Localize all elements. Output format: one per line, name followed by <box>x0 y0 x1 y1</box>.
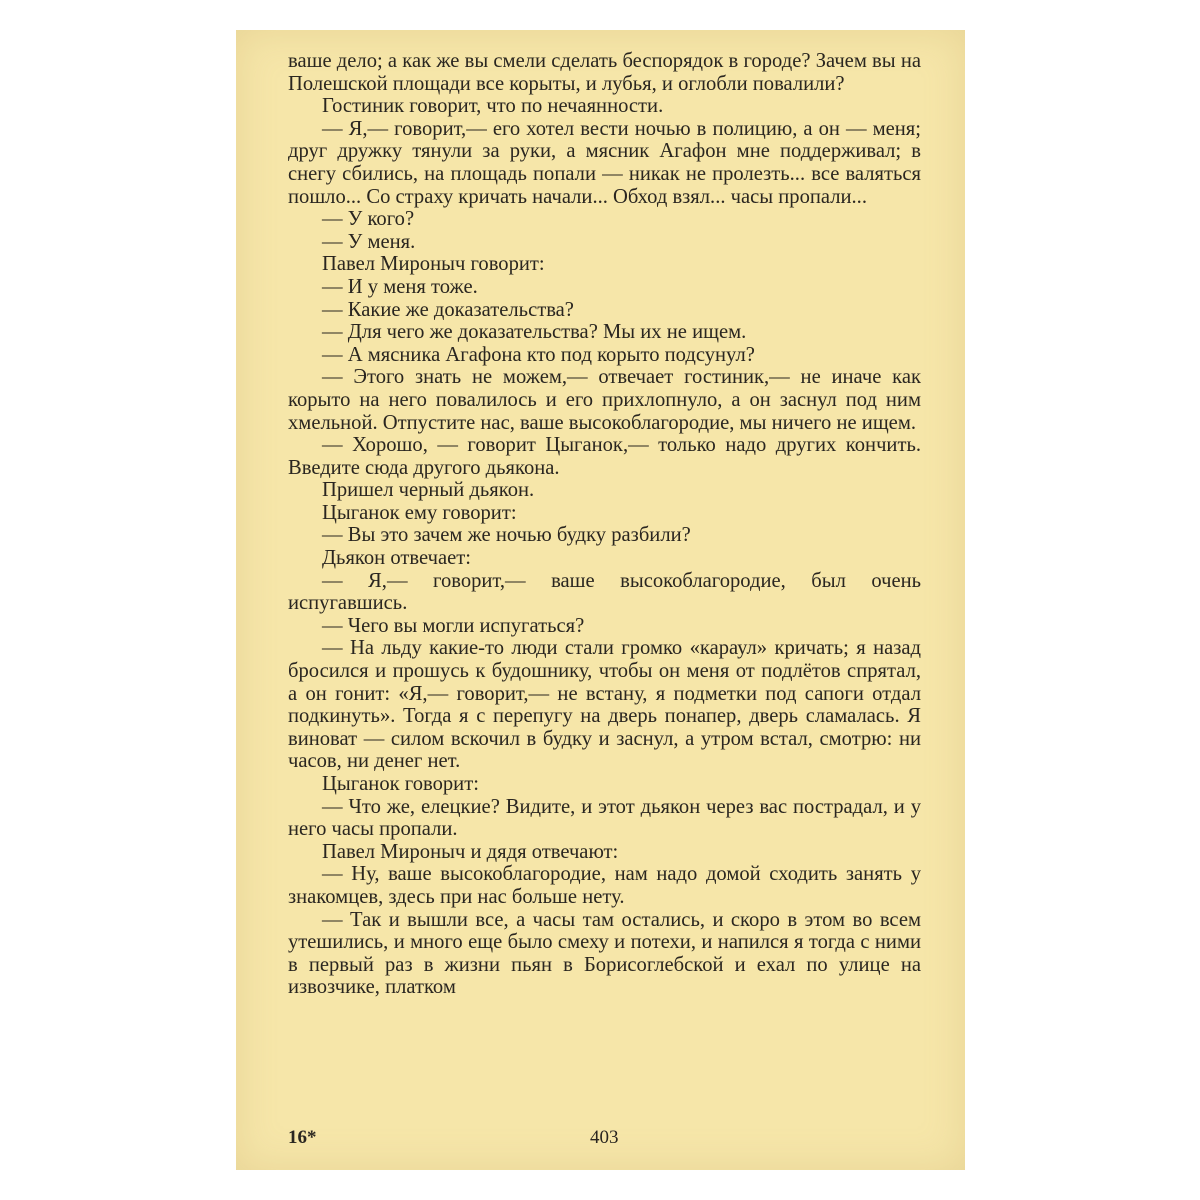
paragraph: Павел Мироныч говорит: <box>322 253 545 276</box>
printer-signature-mark: 16* <box>288 1127 317 1148</box>
book-page <box>236 30 965 1170</box>
paragraph: — Чего вы могли испугаться? <box>322 614 585 637</box>
paragraph: — У кого? <box>322 208 415 231</box>
paragraph: — Я,— говорит,— ваше высокоблагородие, был очень испугавшись. <box>288 569 921 615</box>
paragraph: Цыганок ему говорит: <box>322 501 517 524</box>
paragraph: Дьякон отвечает: <box>322 547 471 570</box>
paragraph: Гостиник говорит, что по нечаянности. <box>322 95 664 118</box>
paragraph: — Я,— говорит,— его хотел вести ночью в полицию, а он — меня; друг дружку тянули за руки, а мясник Агафон мне поддерживал; в снегу сбились, на площадь попали — никак не пролезть... все валяться пошло... Со страху кричать начали... Обход взял... часы пропали... <box>288 117 921 208</box>
paragraph: — Так и вышли все, а часы там остались, и скоро в этом во всем утешились, и много еще было смеху и потехи, и напился я тогда с ними в первый раз в жизни пьян в Борисоглебской и ехал по улице на извозчике, платком <box>288 908 921 999</box>
paragraph: Павел Мироныч и дядя отвечают: <box>322 840 619 863</box>
paragraph: — Для чего же доказательства? Мы их не ищем. <box>322 321 747 344</box>
paragraph: — Что же, елецкие? Видите, и этот дьякон через вас пострадал, и у него часы пропали. <box>288 795 921 841</box>
paragraph: ваше дело; а как же вы смели сделать беспорядок в городе? Зачем вы на Полешской площади все корыты, и лубья, и оглобли повалили? <box>288 50 921 95</box>
paragraph: Цыганок говорит: <box>322 773 479 795</box>
page-body-text <box>288 50 921 999</box>
paragraph: — Какие же доказательства? <box>322 298 574 321</box>
paragraph: — Хорошо, — говорит Цыганок,— только надо других кончить. Введите сюда другого дьякона. <box>288 434 921 479</box>
paragraph: — А мясника Агафона кто под корыто подсунул? <box>322 343 755 366</box>
paragraph: — У меня. <box>322 230 416 253</box>
paragraph: — И у меня тоже. <box>322 275 478 298</box>
paragraph: — Вы это зачем же ночью будку разбили? <box>322 524 691 547</box>
paragraph: Пришел черный дьякон. <box>322 479 535 502</box>
page-footer <box>288 1127 921 1151</box>
paragraph: — На льду какие-то люди стали громко «караул» кричать; я назад бросился и прошусь к будошнику, чтобы он меня от подлётов спрятал, а он гонит: «Я,— говорит,— не встану, я подметки под сапоги отдал подкинуть». Тогда я с перепугу на дверь понапер, дверь сламалась. Я виноват — силом вскочил в будку и заснул, а утром встал, смотрю: ни часов, ни денег нет. <box>288 637 921 773</box>
paragraph: — Ну, ваше высокоблагородие, нам надо домой сходить занять у знакомцев, здесь при нас больше нету. <box>288 863 921 908</box>
paragraph: — Этого знать не можем,— отвечает гостиник,— не иначе как корыто на него повалилось и его прихлопнуло, а он заснул под ним хмельной. Отпустите нас, ваше высокоблагородие, мы ничего не ищем. <box>288 366 921 434</box>
page-number: 403 <box>590 1127 619 1148</box>
